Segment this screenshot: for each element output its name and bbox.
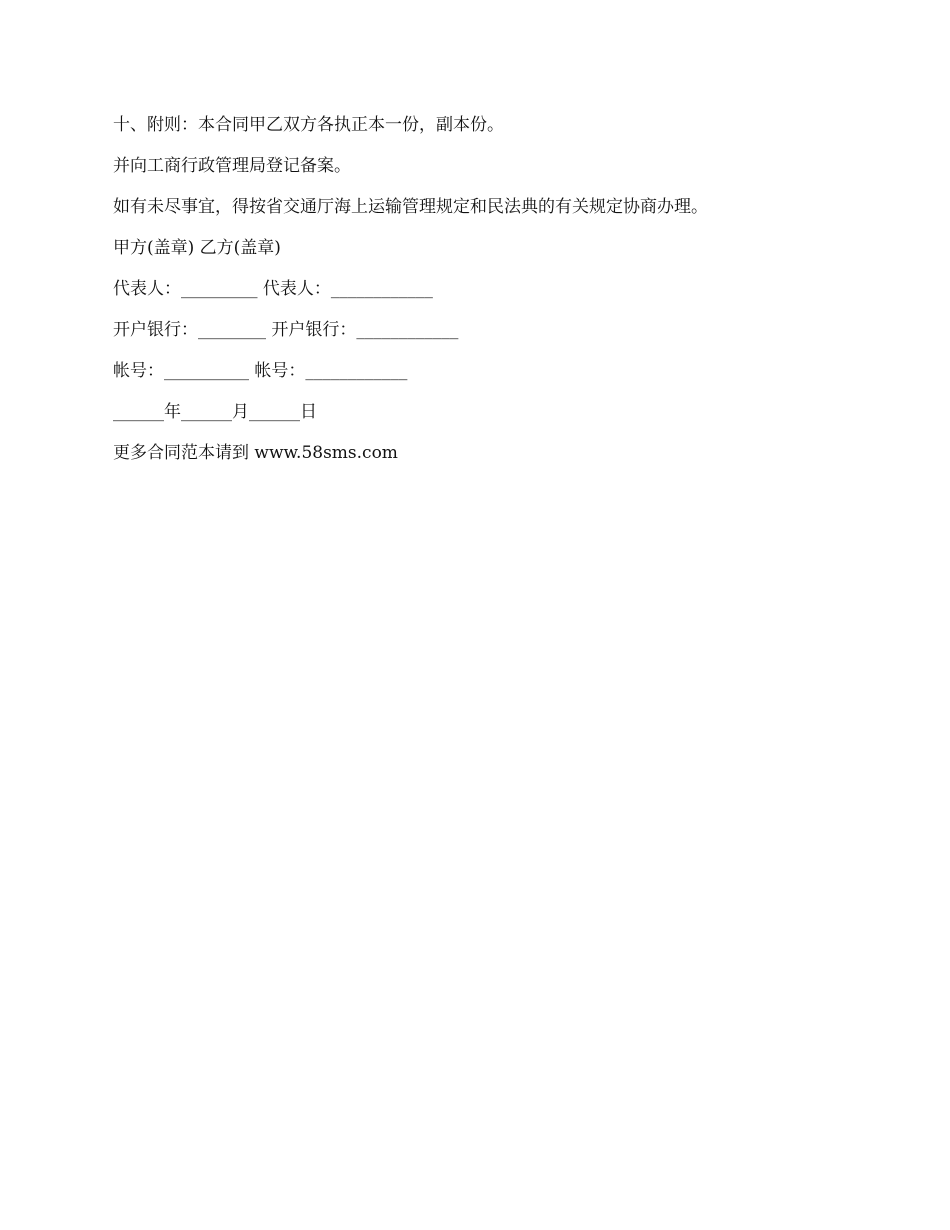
party-seal-line: 甲方(盖章) 乙方(盖章): [113, 238, 281, 258]
supplementary-clause: 如有未尽事宜，得按省交通厅海上运输管理规定和民法典的有关规定协商办理。: [113, 197, 708, 217]
representative-line: 代表人：_________ 代表人：____________: [113, 279, 433, 299]
document-body: [113, 112, 853, 481]
bank-line: 开户银行：________ 开户银行：____________: [113, 320, 459, 340]
footer-link-line: 更多合同范本请到 www.58sms.com: [113, 443, 398, 463]
date-line: ______年______月______日: [113, 402, 317, 422]
account-line: 帐号：__________ 帐号：____________: [113, 361, 408, 381]
appendix-clause: 十、附则：本合同甲乙双方各执正本一份，副本份。: [113, 115, 504, 135]
registration-line: 并向工商行政管理局登记备案。: [113, 156, 351, 176]
